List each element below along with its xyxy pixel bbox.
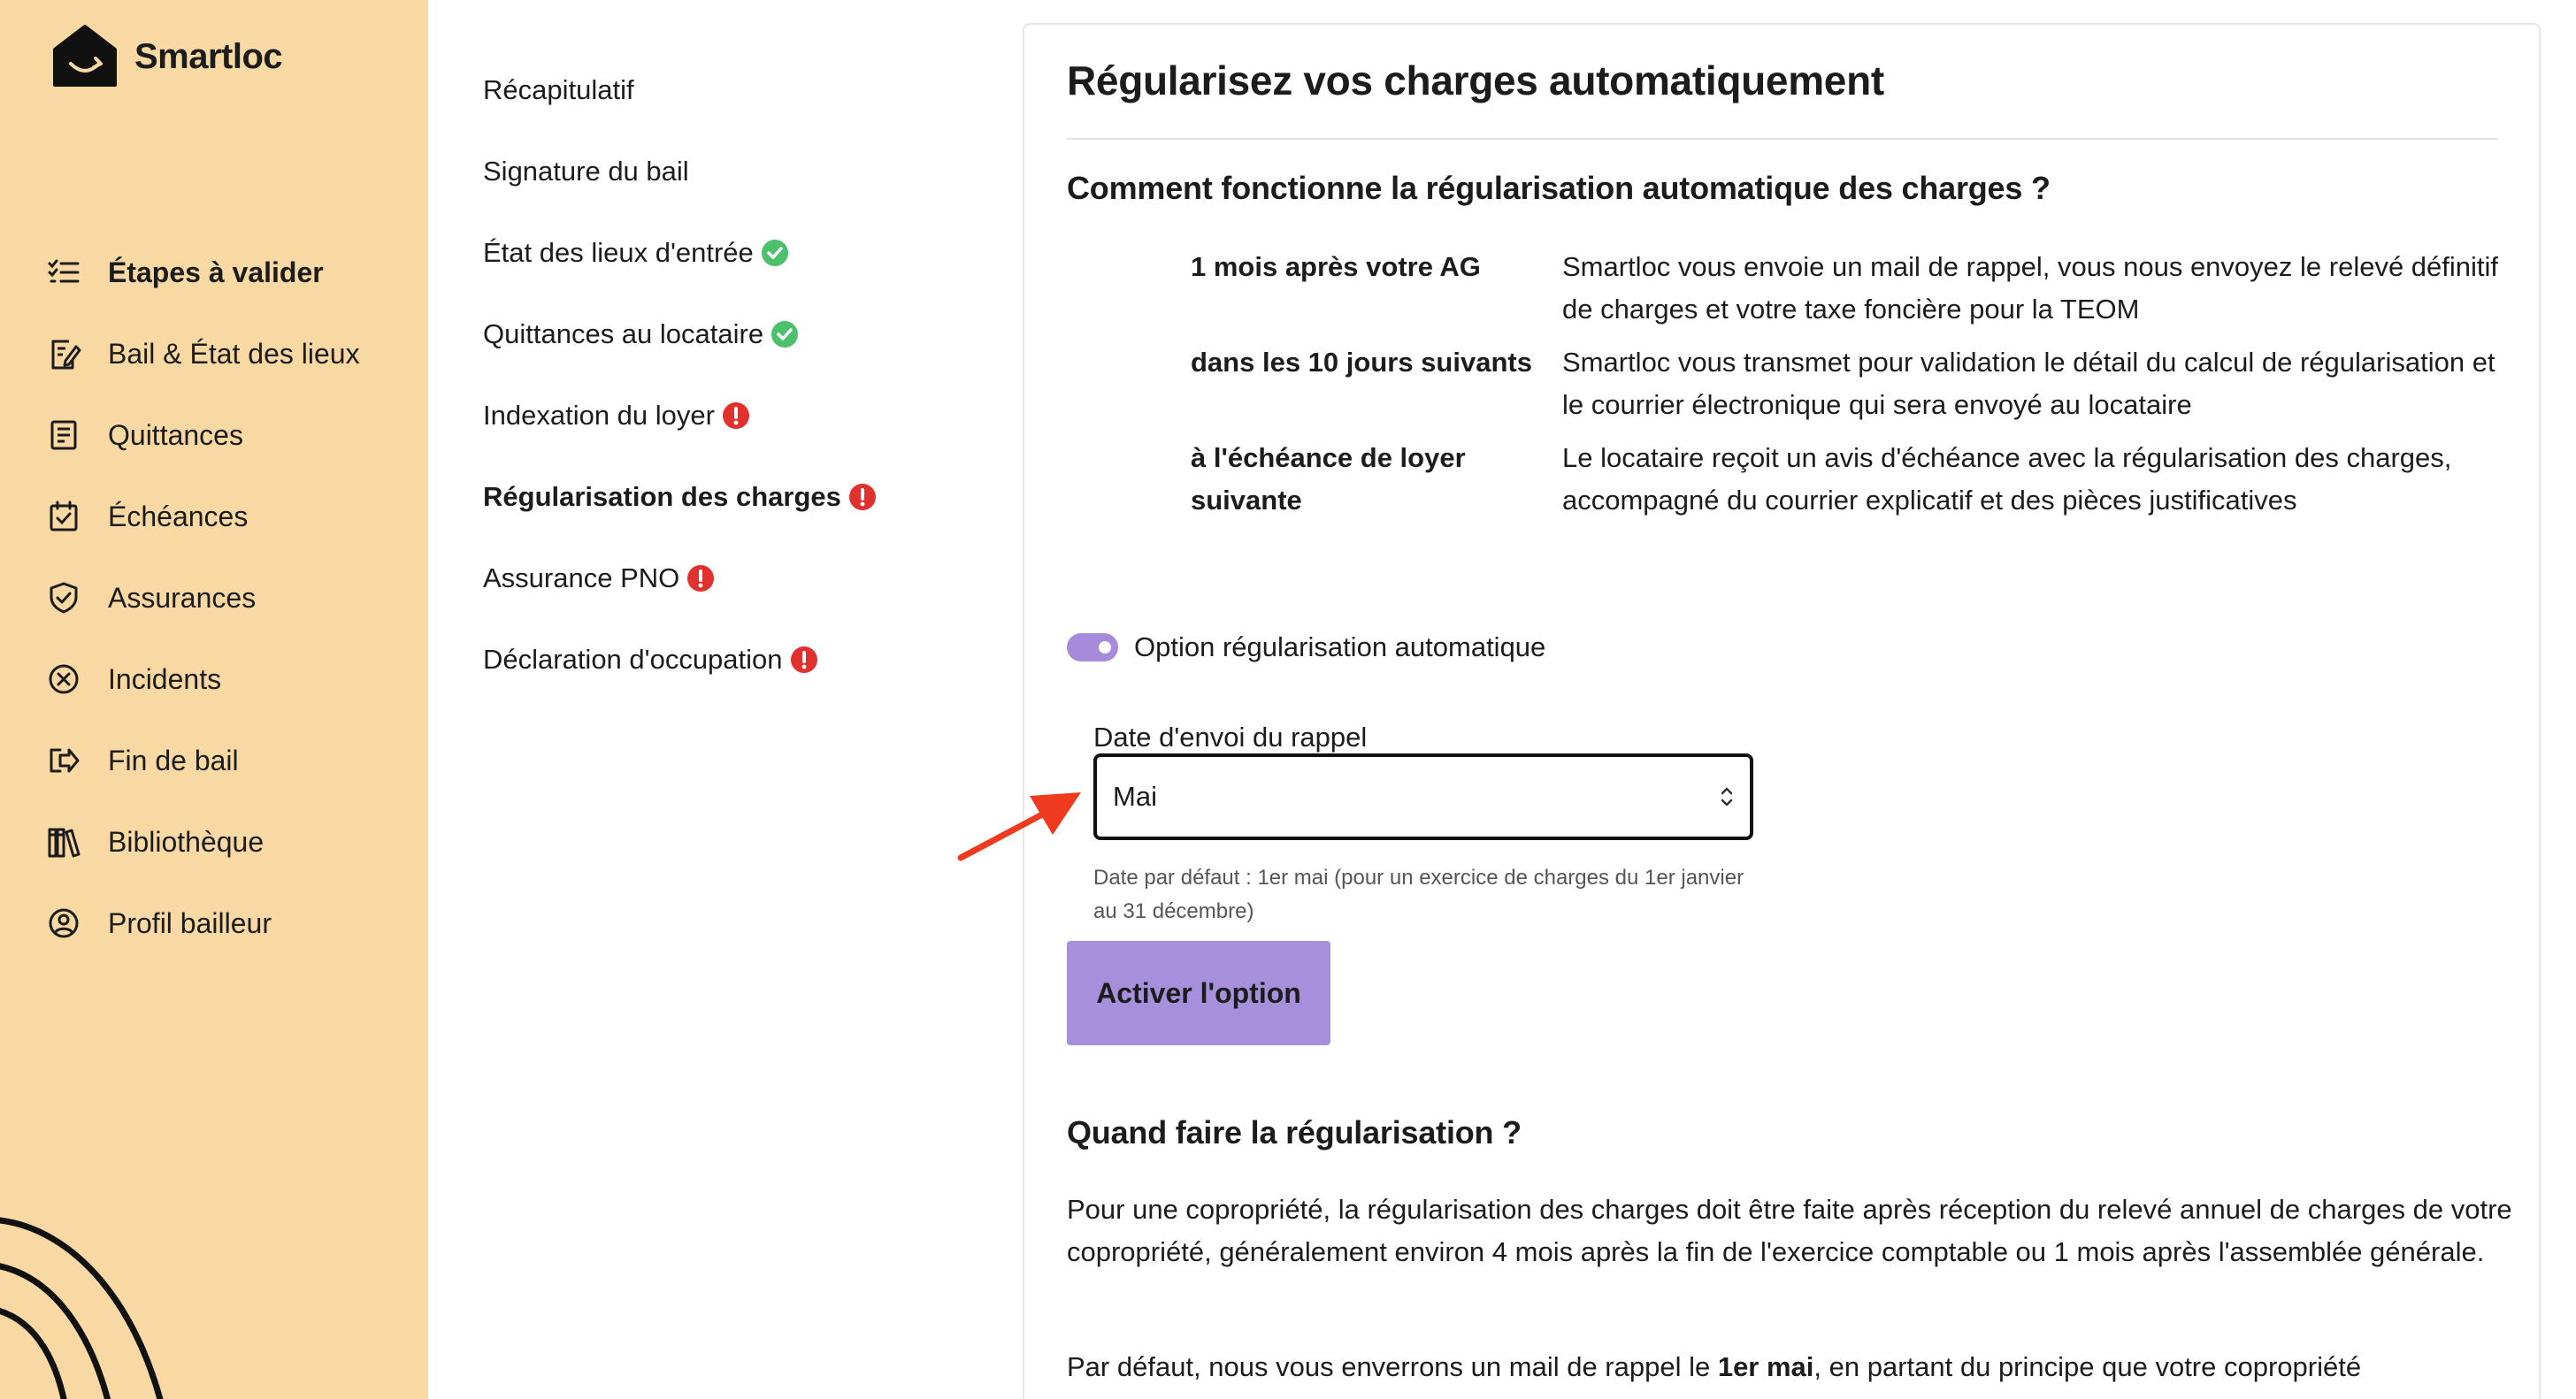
when-title: Quand faire la régularisation ? [1067, 1114, 1522, 1151]
activate-option-button[interactable]: Activer l'option [1067, 941, 1330, 1045]
alert-circle-icon [848, 483, 877, 511]
check-circle-icon [761, 239, 789, 267]
subnav-item-recapitulatif[interactable]: Récapitulatif [483, 74, 634, 105]
subnav-item-declaration[interactable]: Déclaration d'occupation [483, 619, 978, 700]
annotation-arrow-icon [955, 787, 1088, 884]
user-circle-icon [46, 906, 81, 941]
auto-regularisation-toggle-row[interactable] [1067, 631, 1545, 663]
alert-circle-icon [686, 564, 715, 592]
subnav-item-etat-des-lieux[interactable]: État des lieux d'entrée [483, 212, 978, 294]
reminder-month-select[interactable] [1093, 753, 1753, 840]
close-circle-icon [46, 661, 81, 697]
step-description: Smartloc vous transmet pour validation le détail du calcul de régularisation et le courrier électronique qui sera envoyé au locataire [1562, 347, 2496, 420]
step-description: Le locataire reçoit un avis d'échéance avec la régularisation des charges, accompagné du courrier explicatif et des pièces justificatives [1562, 442, 2452, 516]
sidebar-item-bail[interactable]: Bail & État des lieux [46, 313, 418, 394]
alert-circle-icon [722, 401, 750, 430]
brand[interactable] [50, 23, 282, 90]
step-when: 1 mois après votre AG [1191, 251, 1481, 282]
sidebar-item-profil[interactable]: Profil bailleur [46, 883, 418, 964]
sidebar-item-quittances[interactable]: Quittances [46, 394, 418, 476]
sidebar-item-assurances[interactable]: Assurances [46, 557, 418, 638]
sidebar [0, 0, 428, 1399]
subnav-item-assurance-pno[interactable]: Assurance PNO [483, 538, 978, 619]
how-it-works-title: Comment fonctionne la régularisation automatique des charges ? [1067, 170, 2051, 206]
page-title: Régularisez vos charges automatiquement [1067, 57, 1884, 103]
steps-subnav [483, 50, 978, 700]
steps-list [1191, 246, 2500, 532]
sidebar-nav [46, 232, 418, 964]
auto-regularisation-toggle[interactable] [1067, 633, 1118, 661]
title-divider [1067, 138, 2498, 140]
sidebar-item-incidents[interactable]: Incidents [46, 638, 418, 720]
subnav-item-quittances[interactable]: Quittances au locataire [483, 294, 978, 375]
when-paragraph: Pour une copropriété, la régularisation des charges doit être faite après réception du relevé annuel de charges de votre copropriété, généralement environ 4 mois après la fin de l'exercice comptable ou 1 mois après l'assemblée générale. [1067, 1194, 2512, 1267]
smartloc-logo-icon [50, 23, 120, 90]
reminder-help-text: Date par défaut : 1er mai (pour un exercice de charges du 1er janvier au 31 décembre) [1093, 866, 1744, 923]
receipt-icon [46, 417, 81, 453]
select-value: Mai [1113, 781, 1157, 812]
exit-icon [46, 743, 81, 778]
toggle-knob [1099, 641, 1111, 654]
step-row [1191, 341, 2500, 426]
default-reminder-paragraph: Par défaut, nous vous enverrons un mail de rappel le 1er mai, en partant du principe que votre copropriété [1067, 1351, 2362, 1382]
sidebar-item-echeances[interactable]: Échéances [46, 476, 418, 557]
sidebar-item-bibliotheque[interactable]: Bibliothèque [46, 801, 418, 883]
checklist-icon [46, 255, 81, 290]
reminder-date-label: Date d'envoi du rappel [1093, 722, 1368, 753]
sidebar-item-etapes[interactable]: Étapes à valider [46, 232, 418, 313]
step-row [1191, 246, 2500, 331]
toggle-label: Option régularisation automatique [1134, 631, 1546, 662]
calendar-check-icon [46, 499, 81, 534]
document-edit-icon [46, 336, 81, 371]
check-circle-icon [770, 320, 799, 348]
subnav-item-indexation[interactable]: Indexation du loyer [483, 375, 978, 456]
chevron-up-down-icon [1718, 784, 1736, 810]
subnav-item-regularisation[interactable]: Régularisation des charges [483, 456, 978, 538]
step-row [1191, 437, 2500, 522]
subnav-item-signature[interactable]: Signature du bail [483, 156, 689, 187]
alert-circle-icon [790, 646, 818, 674]
step-when: dans les 10 jours suivants [1191, 347, 1532, 378]
library-icon [46, 824, 81, 860]
regularisation-card [1023, 23, 2541, 1399]
sidebar-item-fin-de-bail[interactable]: Fin de bail [46, 720, 418, 801]
step-when: à l'échéance de loyer suivante [1191, 442, 1466, 516]
shield-check-icon [46, 580, 81, 615]
step-description: Smartloc vous envoie un mail de rappel, vous nous envoyez le relevé définitif de charges et votre taxe foncière pour la TEOM [1562, 251, 2499, 325]
decorative-arcs-icon [0, 1203, 248, 1399]
brand-name: Smartloc [134, 36, 283, 76]
